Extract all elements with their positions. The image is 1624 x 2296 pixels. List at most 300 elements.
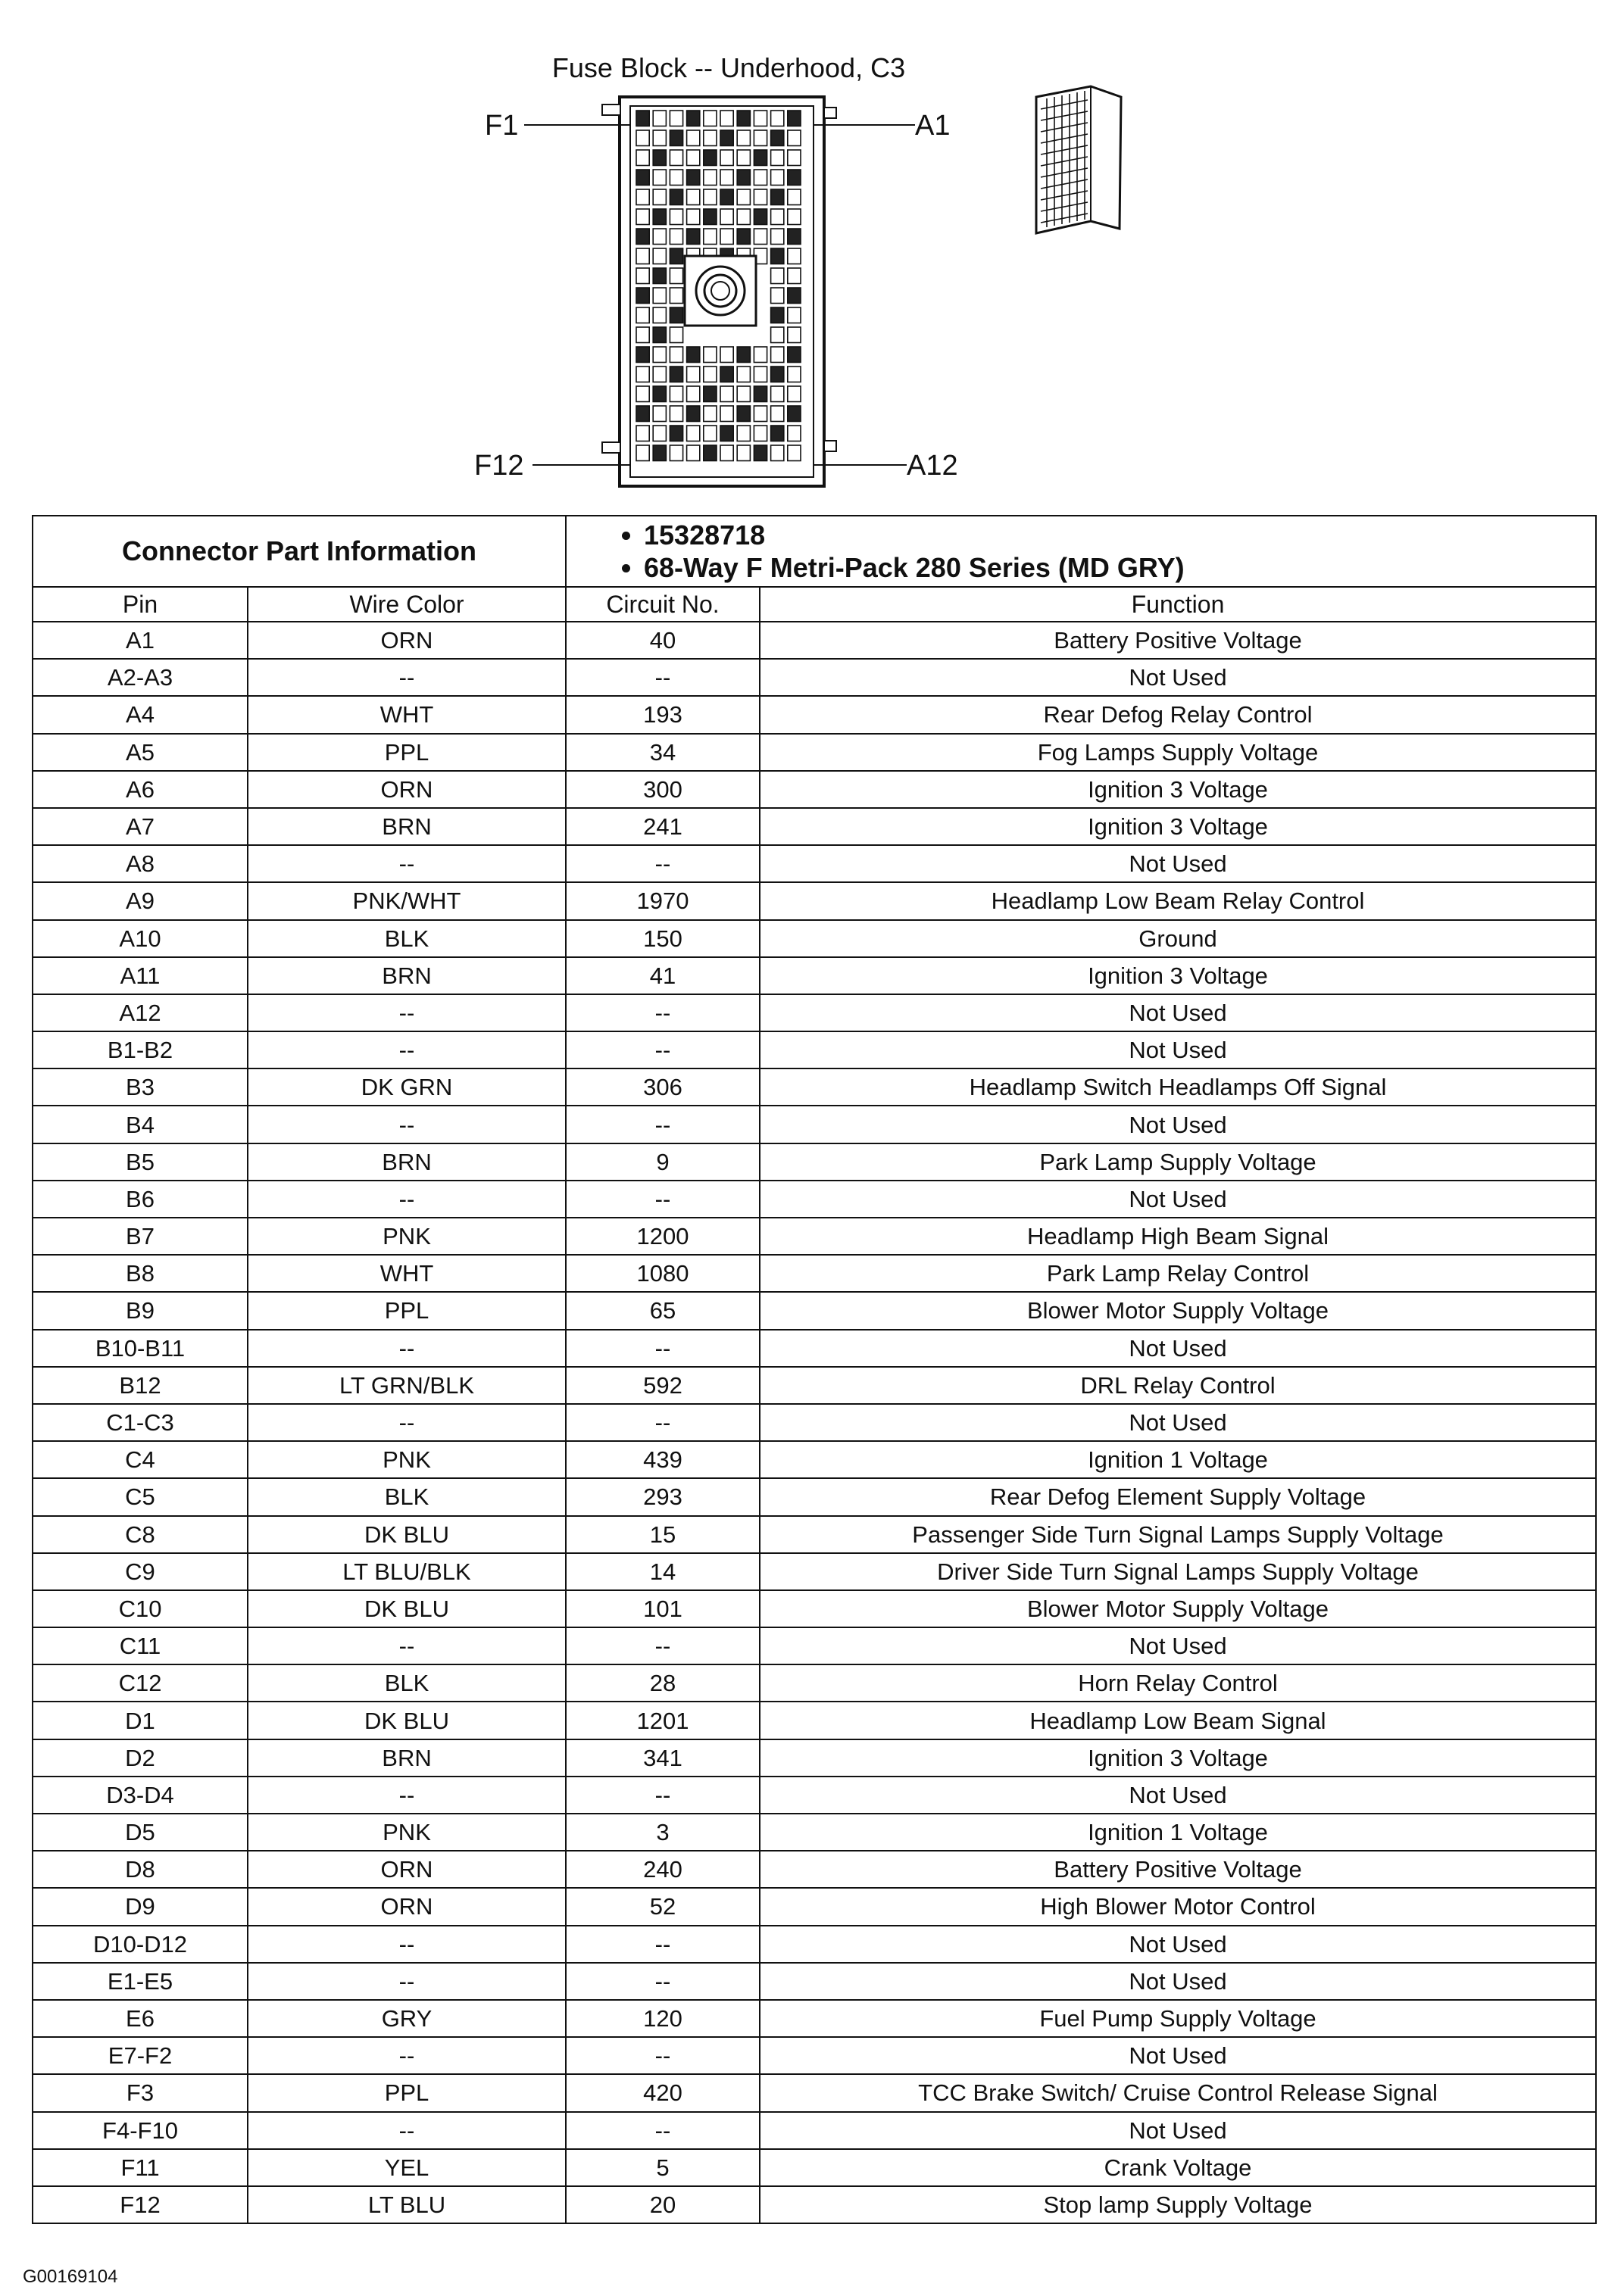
cell-wire-color: WHT bbox=[248, 1255, 566, 1292]
pin-cavity bbox=[737, 209, 750, 225]
cell-function: Fog Lamps Supply Voltage bbox=[760, 734, 1596, 771]
cell-pin: A2-A3 bbox=[33, 659, 248, 696]
cell-pin: C5 bbox=[33, 1478, 248, 1515]
center-boss bbox=[685, 256, 756, 326]
cell-pin: D1 bbox=[33, 1702, 248, 1739]
cell-circuit-no: -- bbox=[566, 1627, 760, 1664]
pin-cavity bbox=[687, 367, 700, 382]
cell-circuit-no: -- bbox=[566, 1777, 760, 1814]
cell-circuit-no: 1080 bbox=[566, 1255, 760, 1292]
cell-function: Battery Positive Voltage bbox=[760, 1851, 1596, 1888]
cell-function: Ignition 3 Voltage bbox=[760, 1739, 1596, 1777]
cell-pin: B3 bbox=[33, 1068, 248, 1106]
table-row bbox=[33, 2149, 1596, 2186]
pin-cavity bbox=[720, 386, 733, 402]
pin-cavity bbox=[670, 209, 682, 225]
cell-circuit-no: 28 bbox=[566, 1664, 760, 1702]
pin-cavity bbox=[636, 307, 649, 323]
pin-cavity bbox=[788, 426, 801, 441]
cell-circuit-no: 420 bbox=[566, 2074, 760, 2111]
pin-cavity bbox=[704, 170, 717, 186]
pin-cavity bbox=[771, 111, 784, 126]
cell-circuit-no: 3 bbox=[566, 1814, 760, 1851]
pin-cavity bbox=[737, 347, 750, 363]
cell-pin: F11 bbox=[33, 2149, 248, 2186]
pin-cavity bbox=[737, 111, 750, 126]
cell-pin: B6 bbox=[33, 1181, 248, 1218]
pin-cavity bbox=[636, 150, 649, 166]
cell-wire-color: LT GRN/BLK bbox=[248, 1367, 566, 1404]
cell-function: Rear Defog Relay Control bbox=[760, 696, 1596, 733]
cell-pin: B1-B2 bbox=[33, 1031, 248, 1068]
cell-pin: A8 bbox=[33, 845, 248, 882]
cell-circuit-no: 15 bbox=[566, 1516, 760, 1553]
cell-circuit-no: -- bbox=[566, 1926, 760, 1963]
pin-cavity bbox=[687, 150, 700, 166]
cell-circuit-no: 101 bbox=[566, 1590, 760, 1627]
cell-wire-color: LT BLU bbox=[248, 2186, 566, 2223]
cell-function: DRL Relay Control bbox=[760, 1367, 1596, 1404]
cell-circuit-no: -- bbox=[566, 2037, 760, 2074]
pin-cavity bbox=[754, 150, 767, 166]
cell-pin: A9 bbox=[33, 882, 248, 919]
cell-circuit-no: -- bbox=[566, 1181, 760, 1218]
pin-cavity bbox=[670, 327, 682, 343]
cell-function: Not Used bbox=[760, 1926, 1596, 1963]
cell-wire-color: PNK bbox=[248, 1441, 566, 1478]
pin-cavity bbox=[653, 189, 666, 205]
pin-cavity bbox=[636, 248, 649, 264]
pin-cavity bbox=[636, 189, 649, 205]
table-row bbox=[33, 2112, 1596, 2149]
cell-function: Not Used bbox=[760, 2037, 1596, 2074]
pin-cavity bbox=[704, 406, 717, 422]
table-row bbox=[33, 2037, 1596, 2074]
cell-wire-color: LT BLU/BLK bbox=[248, 1553, 566, 1590]
pin-cavity bbox=[670, 170, 682, 186]
cell-circuit-no: 9 bbox=[566, 1143, 760, 1181]
header-function: Function bbox=[760, 587, 1596, 622]
table-row bbox=[33, 1143, 1596, 1181]
table-row bbox=[33, 957, 1596, 994]
cell-wire-color: DK BLU bbox=[248, 1516, 566, 1553]
cell-pin: C12 bbox=[33, 1664, 248, 1702]
pin-cavity bbox=[653, 229, 666, 245]
connector-face bbox=[602, 97, 836, 486]
cell-function: Driver Side Turn Signal Lamps Supply Voltage bbox=[760, 1553, 1596, 1590]
pin-cavity bbox=[720, 111, 733, 126]
cell-pin: A10 bbox=[33, 920, 248, 957]
pin-cavity bbox=[788, 406, 801, 422]
pin-cavity bbox=[737, 426, 750, 441]
header-circuit-no: Circuit No. bbox=[566, 587, 760, 622]
cell-wire-color: WHT bbox=[248, 696, 566, 733]
cell-wire-color: ORN bbox=[248, 1888, 566, 1925]
cell-circuit-no: -- bbox=[566, 2112, 760, 2149]
pin-cavity bbox=[720, 406, 733, 422]
cell-pin: C9 bbox=[33, 1553, 248, 1590]
cell-circuit-no: 65 bbox=[566, 1292, 760, 1329]
table-row bbox=[33, 696, 1596, 733]
pin-cavity bbox=[788, 268, 801, 284]
cell-wire-color: -- bbox=[248, 1031, 566, 1068]
cell-circuit-no: 293 bbox=[566, 1478, 760, 1515]
pin-cavity bbox=[636, 386, 649, 402]
pin-cavity bbox=[720, 150, 733, 166]
cell-function: Not Used bbox=[760, 1404, 1596, 1441]
cell-function: Not Used bbox=[760, 1181, 1596, 1218]
pin-cavity bbox=[788, 327, 801, 343]
cell-pin: A1 bbox=[33, 622, 248, 659]
pin-cavity bbox=[754, 445, 767, 461]
cell-function: Not Used bbox=[760, 1330, 1596, 1367]
pin-cavity bbox=[687, 426, 700, 441]
pin-cavity bbox=[737, 229, 750, 245]
cell-wire-color: -- bbox=[248, 994, 566, 1031]
pin-cavity bbox=[720, 229, 733, 245]
cell-function: Stop lamp Supply Voltage bbox=[760, 2186, 1596, 2223]
pin-cavity bbox=[754, 170, 767, 186]
pin-cavity bbox=[704, 445, 717, 461]
pin-cavity bbox=[788, 130, 801, 146]
part-number: • 15328718 bbox=[644, 519, 1595, 551]
cell-circuit-no: -- bbox=[566, 1963, 760, 2000]
cell-wire-color: -- bbox=[248, 1627, 566, 1664]
pin-cavity bbox=[687, 209, 700, 225]
pin-cavity bbox=[771, 248, 784, 264]
cell-wire-color: BLK bbox=[248, 920, 566, 957]
pin-cavity bbox=[737, 170, 750, 186]
cell-pin: D10-D12 bbox=[33, 1926, 248, 1963]
pin-cavity bbox=[754, 406, 767, 422]
cell-wire-color: -- bbox=[248, 1777, 566, 1814]
table-row bbox=[33, 1553, 1596, 1590]
pin-cavity bbox=[636, 445, 649, 461]
pin-cavity bbox=[704, 111, 717, 126]
pin-cavity bbox=[788, 209, 801, 225]
pin-cavity bbox=[720, 130, 733, 146]
pin-cavity bbox=[670, 111, 682, 126]
pin-cavity bbox=[636, 347, 649, 363]
pin-cavity bbox=[754, 367, 767, 382]
cell-pin: E6 bbox=[33, 2000, 248, 2037]
pin-cavity bbox=[687, 406, 700, 422]
cell-pin: D9 bbox=[33, 1888, 248, 1925]
cell-circuit-no: 1200 bbox=[566, 1218, 760, 1255]
pin-cavity bbox=[771, 386, 784, 402]
cell-wire-color: -- bbox=[248, 1106, 566, 1143]
cell-wire-color: ORN bbox=[248, 1851, 566, 1888]
pin-cavity bbox=[771, 367, 784, 382]
cell-wire-color: YEL bbox=[248, 2149, 566, 2186]
cell-function: Not Used bbox=[760, 1627, 1596, 1664]
cell-circuit-no: -- bbox=[566, 1404, 760, 1441]
cell-function: Ignition 3 Voltage bbox=[760, 808, 1596, 845]
cell-function: Fuel Pump Supply Voltage bbox=[760, 2000, 1596, 2037]
pin-cavity bbox=[670, 229, 682, 245]
cell-pin: F4-F10 bbox=[33, 2112, 248, 2149]
pin-cavity bbox=[636, 327, 649, 343]
table-row bbox=[33, 1814, 1596, 1851]
pin-rows bbox=[33, 622, 1596, 2223]
pin-cavity bbox=[670, 288, 682, 304]
cell-function: Crank Voltage bbox=[760, 2149, 1596, 2186]
cell-pin: B5 bbox=[33, 1143, 248, 1181]
cell-function: Rear Defog Element Supply Voltage bbox=[760, 1478, 1596, 1515]
pin-cavity bbox=[771, 150, 784, 166]
label-a1: A1 bbox=[915, 110, 951, 142]
cell-wire-color: ORN bbox=[248, 622, 566, 659]
cell-circuit-no: 193 bbox=[566, 696, 760, 733]
cell-function: Headlamp Low Beam Relay Control bbox=[760, 882, 1596, 919]
pin-cavity bbox=[788, 170, 801, 186]
diagram-title: Fuse Block -- Underhood, C3 bbox=[551, 52, 906, 83]
pin-cavity bbox=[687, 189, 700, 205]
pin-cavity bbox=[788, 386, 801, 402]
cell-wire-color: -- bbox=[248, 659, 566, 696]
connector-3d-view bbox=[1036, 86, 1121, 233]
pin-cavity bbox=[670, 189, 682, 205]
pin-cavity bbox=[636, 130, 649, 146]
pin-cavity bbox=[704, 209, 717, 225]
label-a12: A12 bbox=[907, 450, 958, 482]
pin-cavity bbox=[653, 268, 666, 284]
pin-cavity bbox=[771, 229, 784, 245]
cell-function: Ignition 1 Voltage bbox=[760, 1441, 1596, 1478]
cell-function: Headlamp Low Beam Signal bbox=[760, 1702, 1596, 1739]
cell-function: Park Lamp Supply Voltage bbox=[760, 1143, 1596, 1181]
table-row bbox=[33, 882, 1596, 919]
cell-pin: E1-E5 bbox=[33, 1963, 248, 2000]
pin-cavity bbox=[754, 189, 767, 205]
pin-cavity bbox=[687, 111, 700, 126]
table-row bbox=[33, 1330, 1596, 1367]
pin-cavity bbox=[771, 189, 784, 205]
pin-cavity bbox=[653, 426, 666, 441]
cell-wire-color: -- bbox=[248, 2112, 566, 2149]
pin-cavity bbox=[687, 130, 700, 146]
pin-cavity bbox=[737, 406, 750, 422]
cell-wire-color: BRN bbox=[248, 808, 566, 845]
cell-pin: B7 bbox=[33, 1218, 248, 1255]
pin-cavity bbox=[653, 111, 666, 126]
cell-function: Passenger Side Turn Signal Lamps Supply Voltage bbox=[760, 1516, 1596, 1553]
pin-cavity bbox=[636, 426, 649, 441]
cell-function: Not Used bbox=[760, 1963, 1596, 2000]
pin-cavity bbox=[754, 229, 767, 245]
table-row bbox=[33, 1664, 1596, 1702]
pin-cavity bbox=[704, 130, 717, 146]
pin-cavity bbox=[670, 130, 682, 146]
table-row bbox=[33, 1888, 1596, 1925]
table-row bbox=[33, 1963, 1596, 2000]
pin-cavity bbox=[670, 248, 682, 264]
pin-cavity bbox=[704, 386, 717, 402]
pin-cavity bbox=[720, 426, 733, 441]
pin-cavity bbox=[653, 209, 666, 225]
table-row bbox=[33, 1106, 1596, 1143]
table-row bbox=[33, 771, 1596, 808]
connector-diagram bbox=[0, 0, 1624, 515]
cell-wire-color: -- bbox=[248, 1404, 566, 1441]
connector-part-info-values bbox=[566, 516, 1596, 587]
cell-function: Ignition 3 Voltage bbox=[760, 771, 1596, 808]
cell-function: Headlamp High Beam Signal bbox=[760, 1218, 1596, 1255]
cell-pin: D8 bbox=[33, 1851, 248, 1888]
figure-id: G00169104 bbox=[23, 2266, 118, 2287]
table-row bbox=[33, 1627, 1596, 1664]
cell-circuit-no: 439 bbox=[566, 1441, 760, 1478]
cell-function: Blower Motor Supply Voltage bbox=[760, 1590, 1596, 1627]
pin-cavity bbox=[670, 150, 682, 166]
cell-pin: B10-B11 bbox=[33, 1330, 248, 1367]
cell-circuit-no: -- bbox=[566, 1106, 760, 1143]
pin-cavity bbox=[704, 426, 717, 441]
pin-cavity bbox=[754, 130, 767, 146]
pin-cavity bbox=[771, 327, 784, 343]
pin-cavity bbox=[687, 347, 700, 363]
cell-pin: A7 bbox=[33, 808, 248, 845]
pin-cavity bbox=[653, 406, 666, 422]
pin-cavity bbox=[788, 248, 801, 264]
pin-cavity bbox=[737, 386, 750, 402]
cell-function: Horn Relay Control bbox=[760, 1664, 1596, 1702]
pin-cavity bbox=[788, 347, 801, 363]
pin-cavity bbox=[636, 268, 649, 284]
table-row bbox=[33, 1516, 1596, 1553]
pin-cavity bbox=[670, 367, 682, 382]
table-row bbox=[33, 1404, 1596, 1441]
pin-cavity bbox=[670, 406, 682, 422]
pin-cavity bbox=[720, 189, 733, 205]
cell-circuit-no: 120 bbox=[566, 2000, 760, 2037]
cell-function: Not Used bbox=[760, 994, 1596, 1031]
cell-wire-color: PPL bbox=[248, 2074, 566, 2111]
pin-cavity bbox=[788, 445, 801, 461]
table-row bbox=[33, 1031, 1596, 1068]
pin-cavity bbox=[788, 150, 801, 166]
pin-cavity bbox=[670, 445, 682, 461]
cell-circuit-no: 300 bbox=[566, 771, 760, 808]
cell-pin: D5 bbox=[33, 1814, 248, 1851]
pin-cavity bbox=[653, 307, 666, 323]
pin-cavity bbox=[687, 229, 700, 245]
pin-cavity bbox=[737, 189, 750, 205]
pin-cavity bbox=[754, 347, 767, 363]
cell-wire-color: -- bbox=[248, 1926, 566, 1963]
pin-cavity bbox=[754, 111, 767, 126]
cell-function: Headlamp Switch Headlamps Off Signal bbox=[760, 1068, 1596, 1106]
cell-circuit-no: 20 bbox=[566, 2186, 760, 2223]
pin-cavity bbox=[754, 386, 767, 402]
pin-cavity bbox=[704, 150, 717, 166]
cell-circuit-no: 34 bbox=[566, 734, 760, 771]
pin-cavity bbox=[771, 130, 784, 146]
cell-function: Not Used bbox=[760, 659, 1596, 696]
pin-cavity bbox=[788, 229, 801, 245]
pin-cavity bbox=[687, 386, 700, 402]
cell-wire-color: -- bbox=[248, 1181, 566, 1218]
pin-cavity bbox=[737, 130, 750, 146]
pin-cavity bbox=[653, 150, 666, 166]
cell-wire-color: BRN bbox=[248, 957, 566, 994]
cell-circuit-no: 1201 bbox=[566, 1702, 760, 1739]
pin-cavity bbox=[636, 229, 649, 245]
cell-circuit-no: 41 bbox=[566, 957, 760, 994]
cell-function: Ignition 3 Voltage bbox=[760, 957, 1596, 994]
cell-pin: B12 bbox=[33, 1367, 248, 1404]
cell-wire-color: DK BLU bbox=[248, 1590, 566, 1627]
cell-function: TCC Brake Switch/ Cruise Control Release Signal bbox=[760, 2074, 1596, 2111]
cell-function: Battery Positive Voltage bbox=[760, 622, 1596, 659]
cell-circuit-no: -- bbox=[566, 994, 760, 1031]
pin-cavity bbox=[670, 426, 682, 441]
cell-function: Not Used bbox=[760, 1777, 1596, 1814]
cell-pin: D2 bbox=[33, 1739, 248, 1777]
table-row bbox=[33, 1702, 1596, 1739]
table-row bbox=[33, 845, 1596, 882]
cell-circuit-no: 592 bbox=[566, 1367, 760, 1404]
pin-cavity bbox=[636, 367, 649, 382]
pin-cavity bbox=[653, 327, 666, 343]
table-row bbox=[33, 1851, 1596, 1888]
pin-cavity bbox=[704, 347, 717, 363]
cell-circuit-no: 40 bbox=[566, 622, 760, 659]
cell-wire-color: GRY bbox=[248, 2000, 566, 2037]
cell-wire-color: BRN bbox=[248, 1739, 566, 1777]
cell-pin: A12 bbox=[33, 994, 248, 1031]
cell-wire-color: -- bbox=[248, 1963, 566, 2000]
pin-cavity bbox=[670, 386, 682, 402]
pin-cavity bbox=[720, 347, 733, 363]
table-row bbox=[33, 1926, 1596, 1963]
cell-pin: A5 bbox=[33, 734, 248, 771]
cell-pin: E7-F2 bbox=[33, 2037, 248, 2074]
table-row bbox=[33, 1478, 1596, 1515]
cell-circuit-no: 1970 bbox=[566, 882, 760, 919]
pin-cavity bbox=[670, 307, 682, 323]
part-info-row bbox=[33, 516, 1596, 587]
table-row bbox=[33, 920, 1596, 957]
table-row bbox=[33, 1590, 1596, 1627]
pin-cavity bbox=[754, 426, 767, 441]
pin-cavity bbox=[720, 367, 733, 382]
cell-function: High Blower Motor Control bbox=[760, 1888, 1596, 1925]
cell-pin: C1-C3 bbox=[33, 1404, 248, 1441]
cell-wire-color: PPL bbox=[248, 1292, 566, 1329]
cell-pin: A6 bbox=[33, 771, 248, 808]
cell-wire-color: -- bbox=[248, 2037, 566, 2074]
pin-cavity bbox=[636, 406, 649, 422]
table-row bbox=[33, 1181, 1596, 1218]
cell-pin: C10 bbox=[33, 1590, 248, 1627]
table-row bbox=[33, 1292, 1596, 1329]
connector-pin-table bbox=[32, 515, 1597, 2224]
pin-cavity bbox=[653, 170, 666, 186]
cell-pin: C8 bbox=[33, 1516, 248, 1553]
pin-cavity bbox=[653, 347, 666, 363]
pin-cavity bbox=[788, 111, 801, 126]
cell-circuit-no: -- bbox=[566, 845, 760, 882]
table-row bbox=[33, 1255, 1596, 1292]
pin-cavity bbox=[670, 268, 682, 284]
table-row bbox=[33, 659, 1596, 696]
pin-cavity bbox=[704, 189, 717, 205]
cell-wire-color: PNK bbox=[248, 1814, 566, 1851]
pin-cavity bbox=[788, 307, 801, 323]
label-f1: F1 bbox=[485, 110, 519, 142]
cell-wire-color: PNK bbox=[248, 1218, 566, 1255]
